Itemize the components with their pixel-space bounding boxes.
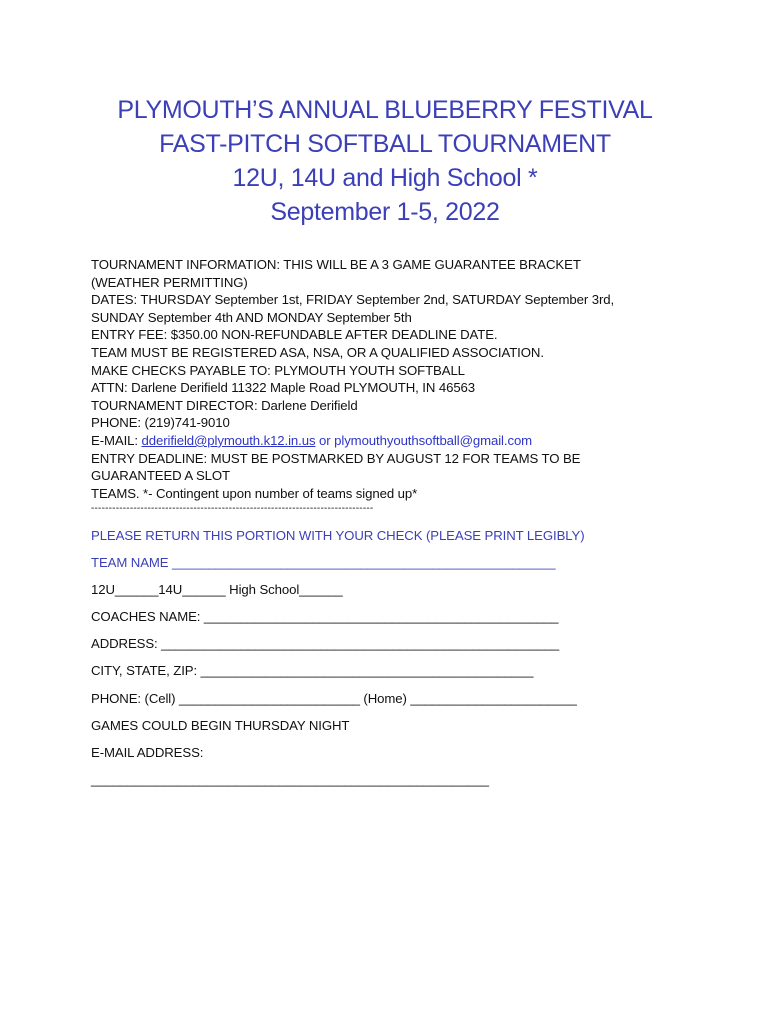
info-phone: PHONE: (219)741-9010 xyxy=(91,415,230,431)
title-line-festival: PLYMOUTH’S ANNUAL BLUEBERRY FESTIVAL xyxy=(117,96,653,124)
email-or: or xyxy=(315,432,335,448)
info-attn-address: ATTN: Darlene Derifield 11322 Maple Road PLYMOUTH, IN 46563 xyxy=(91,380,476,396)
info-registration: TEAM MUST BE REGISTERED ASA, NSA, OR A QUALIFIED ASSOCIATION. xyxy=(91,344,544,360)
email-link-dderifield[interactable]: dderifield@plymouth.k12.in.us xyxy=(141,432,316,448)
email-plymouthyouthsoftball: plymouthyouthsoftball@gmail.com xyxy=(334,432,533,448)
division-fields[interactable]: 12U______14U______ High School______ xyxy=(91,582,343,597)
email-address-label: E-MAIL ADDRESS: xyxy=(91,745,204,760)
return-notice: PLEASE RETURN THIS PORTION WITH YOUR CHECK (PLEASE PRINT LEGIBLY) xyxy=(91,528,585,543)
info-deadline-cont: GUARANTEED A SLOT xyxy=(91,468,231,484)
info-director: TOURNAMENT DIRECTOR: Darlene Derifield xyxy=(91,397,358,413)
divider-line: -------------------------------------------------------------------------------- xyxy=(91,503,374,515)
games-notice: GAMES COULD BEGIN THURSDAY NIGHT xyxy=(91,718,350,733)
info-dates: DATES: THURSDAY September 1st, FRIDAY September 2nd, SATURDAY September 3rd, xyxy=(91,292,615,308)
tournament-information xyxy=(91,256,691,516)
address-field[interactable]: ADDRESS: _______________________________________________________ xyxy=(91,636,560,651)
coaches-name-field[interactable]: COACHES NAME: _________________________________________________ xyxy=(91,609,559,624)
title-line-divisions: 12U, 14U and High School * xyxy=(232,164,538,192)
email-label: E-MAIL: xyxy=(91,432,142,448)
tournament-title xyxy=(0,93,770,229)
info-entry-fee: ENTRY FEE: $350.00 NON-REFUNDABLE AFTER DEADLINE DATE. xyxy=(91,327,498,343)
info-dates-cont: SUNDAY September 4th AND MONDAY September 5th xyxy=(91,309,412,325)
info-bracket: TOURNAMENT INFORMATION: THIS WILL BE A 3 GAME GUARANTEE BRACKET xyxy=(91,257,581,272)
info-deadline: ENTRY DEADLINE: MUST BE POSTMARKED BY AUGUST 12 FOR TEAMS TO BE xyxy=(91,450,581,466)
title-line-dates: September 1-5, 2022 xyxy=(270,198,500,226)
info-email xyxy=(91,432,691,450)
info-weather: (WEATHER PERMITTING) xyxy=(91,274,248,290)
email-address-field[interactable]: _______________________________________________________ xyxy=(91,772,489,787)
phone-fields[interactable]: PHONE: (Cell) _________________________ (Home) _______________________ xyxy=(91,691,577,706)
info-teams-contingent: TEAMS. *- Contingent upon number of teams signed up* xyxy=(91,485,418,501)
info-checks-payable: MAKE CHECKS PAYABLE TO: PLYMOUTH YOUTH SOFTBALL xyxy=(91,362,465,378)
city-state-zip-field[interactable]: CITY, STATE, ZIP: ______________________________________________ xyxy=(91,663,534,678)
team-name-field[interactable]: TEAM NAME _____________________________________________________ xyxy=(91,555,556,570)
title-line-tournament: FAST-PITCH SOFTBALL TOURNAMENT xyxy=(159,130,611,158)
